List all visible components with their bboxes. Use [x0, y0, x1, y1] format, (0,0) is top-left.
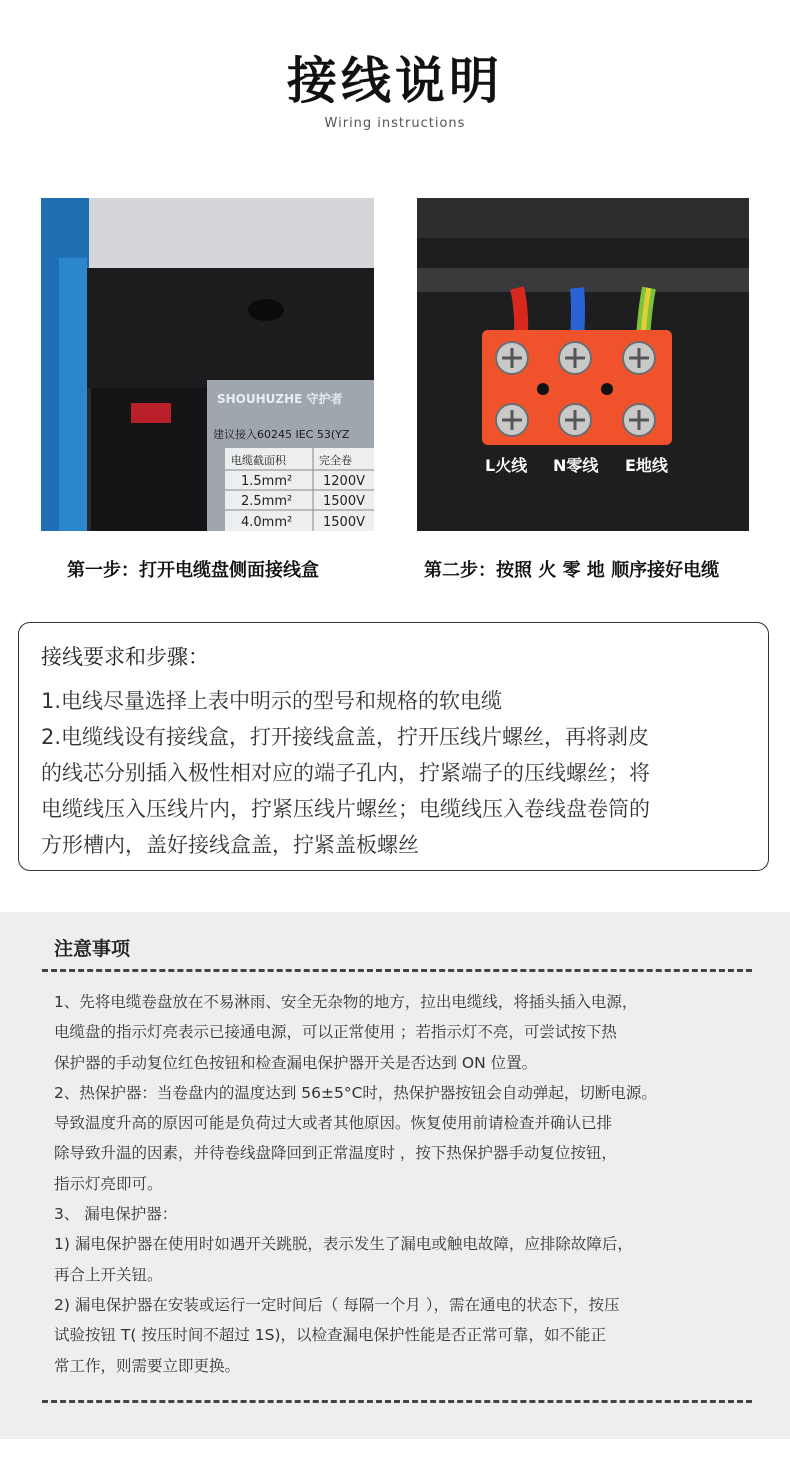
- table-cell: 1200V: [323, 474, 365, 489]
- notes-line: 2) 漏电保护器在安装或运行一定时间后（ 每隔一个月 ），需在通电的状态下，按压: [54, 1295, 620, 1314]
- terminal-block-photo: [417, 198, 749, 531]
- requirements-line: 1.电线尽量选择上表中明示的型号和规格的软电缆: [41, 689, 503, 713]
- cable-reel-illustration: [41, 198, 374, 531]
- notes-line: 试验按钮 T( 按压时间不超过 1S)，以检查漏电保护性能是否正常可靠，如不能正: [54, 1326, 607, 1345]
- terminal-label-neutral: N零线: [553, 456, 599, 475]
- notes-section: [0, 912, 790, 1439]
- table-cell: 4.0mm²: [241, 515, 293, 530]
- divider: [42, 969, 752, 972]
- page-title: 接线说明: [287, 52, 503, 110]
- notes-line: 2、热保护器：当卷盘内的温度达到 56±5°C时，热保护器按钮会自动弹起，切断电源。: [54, 1083, 657, 1102]
- table-cell: 1500V: [323, 515, 365, 530]
- step2-caption: 第二步：按照 火 零 地 顺序接好电缆: [424, 560, 720, 581]
- brand-label: SHOUHUZHE 守护者: [217, 392, 343, 406]
- table-cell: 2.5mm²: [241, 494, 293, 509]
- notes-line: 导致温度升高的原因可能是负荷过大或者其他原因。恢复使用前请检查并确认已排: [54, 1114, 613, 1133]
- page-header: [0, 50, 790, 131]
- divider: [42, 1400, 752, 1403]
- requirements-line: 电缆线压入压线片内，拧紧压线片螺丝；电缆线压入卷线盘卷筒的: [41, 797, 650, 821]
- notes-line: 常工作，则需要立即更换。: [54, 1356, 241, 1375]
- notes-line: 指示灯亮即可。: [54, 1174, 163, 1193]
- notes-line: 保护器的手动复位红色按钮和检查漏电保护器开关是否达到 ON 位置。: [54, 1053, 538, 1072]
- requirements-line: 2.电缆线设有接线盒，打开接线盒盖，拧开压线片螺丝，再将剥皮: [41, 725, 650, 749]
- table-cell: 1500V: [323, 494, 365, 509]
- requirements-line: 的线芯分别插入极性相对应的端子孔内，拧紧端子的压线螺丝；将: [41, 761, 650, 785]
- terminal-label-earth: E地线: [625, 456, 668, 475]
- table-cell: 1.5mm²: [241, 474, 293, 489]
- terminal-block-illustration: [417, 198, 749, 531]
- terminal-label-live: L火线: [485, 456, 528, 475]
- notes-body: [54, 987, 744, 1381]
- page-subtitle: Wiring instructions: [324, 116, 466, 131]
- table-header-cell: 电缆截面积: [231, 454, 286, 467]
- notes-line: 电缆盘的指示灯亮表示已接通电源，可以正常使用 ；若指示灯不亮，可尝试按下热: [54, 1023, 617, 1042]
- notes-line: 1) 漏电保护器在使用时如遇开关跳脱，表示发生了漏电或触电故障，应排除故障后，: [54, 1235, 633, 1254]
- requirements-title: 接线要求和步骤：: [41, 645, 209, 669]
- notes-line: 1、先将电缆卷盘放在不易淋雨、安全无杂物的地方，拉出电缆线，将插头插入电源，: [54, 993, 638, 1011]
- notes-line: 再合上开关钮。: [54, 1265, 163, 1284]
- notes-line: 除导致升温的因素，并待卷线盘降回到正常温度时 ，按下热保护器手动复位按钮，: [54, 1144, 617, 1163]
- notes-title: 注意事项: [54, 938, 131, 960]
- spec-line-label: 建议接入60245 IEC 53(YZ: [213, 428, 350, 441]
- notes-line: 3、 漏电保护器：: [54, 1205, 178, 1224]
- wiring-requirements-box: [18, 622, 769, 871]
- table-header-cell: 完全卷: [319, 454, 352, 467]
- cable-reel-junction-box-photo: [41, 198, 374, 531]
- requirements-line: 方形槽内，盖好接线盒盖，拧紧盖板螺丝: [41, 833, 419, 857]
- step1-caption: 第一步：打开电缆盘侧面接线盒: [67, 560, 319, 581]
